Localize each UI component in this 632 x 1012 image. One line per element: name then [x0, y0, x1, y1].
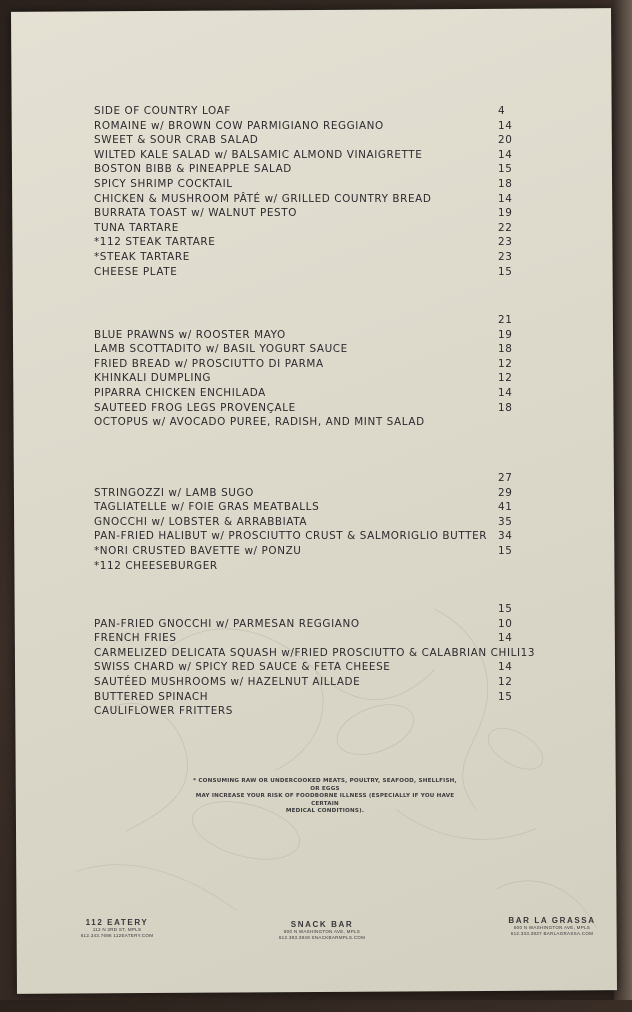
menu-item-name: PAN-FRIED GNOCCHI w/ PARMESAN REGGIANO — [94, 617, 360, 630]
menu-item — [94, 358, 524, 373]
menu-item-price: 14 — [498, 661, 513, 674]
footer-center — [262, 920, 382, 941]
menu-item-name: FRIED BREAD w/ PROSCIUTTO DI PARMA — [94, 357, 324, 370]
menu-section-2 — [94, 314, 524, 431]
menu-section-3 — [94, 472, 524, 574]
menu-item — [94, 251, 524, 266]
menu-item-name: PAN-FRIED HALIBUT w/ PROSCIUTTO CRUST & SALMORIGLIO BUTTER — [94, 530, 488, 543]
menu-item — [94, 222, 524, 237]
menu-item — [94, 329, 524, 344]
footer-right-line2: 612.333.3837 BARLAGRASSA.COM — [510, 931, 594, 936]
note-line-2: MAY INCREASE YOUR RISK OF FOODBORNE ILLNESS (ESPECIALLY IF YOU HAVE CERTAIN — [195, 793, 455, 807]
menu-item-name: LAMB SCOTTADITO w/ BASIL YOGURT SAUCE — [94, 343, 348, 356]
menu-item-name: SWEET & SOUR CRAB SALAD — [94, 134, 259, 147]
menu-item-price: 12 — [498, 675, 513, 688]
menu-item — [94, 632, 524, 647]
menu-item-price: 14 — [498, 119, 513, 132]
footer-left — [62, 918, 172, 939]
menu-item-price: 10 — [498, 617, 513, 630]
menu-item-price: 14 — [498, 386, 513, 399]
menu-item-price: 15 — [498, 544, 513, 557]
footer-right-title: BAR LA GRASSA — [508, 916, 596, 925]
menu-item-price: 4 — [498, 105, 506, 117]
menu-item-name: ROMAINE w/ BROWN COW PARMIGIANO REGGIANO — [94, 119, 384, 132]
menu-item-price: 29 — [498, 486, 513, 499]
menu-item-name: TAGLIATELLE w/ FOIE GRAS MEATBALLS — [94, 501, 320, 514]
menu-item — [94, 545, 524, 560]
menu-item — [94, 661, 524, 676]
menu-item-name: SPICY SHRIMP COCKTAIL — [94, 177, 233, 190]
menu-item-price: 21 — [498, 314, 513, 326]
menu-item-price: 14 — [498, 192, 513, 205]
menu-item — [94, 402, 524, 417]
menu-item-price: 20 — [498, 134, 513, 147]
menu-item-price: 15 — [498, 163, 513, 176]
menu-item-price: 41 — [498, 501, 513, 514]
menu-item-price: 15 — [498, 690, 513, 703]
footer-right-line1: 800 N WASHINGTON AVE, MPLS — [513, 925, 591, 930]
menu-item — [94, 416, 524, 431]
footer-left-title: 112 EATERY — [85, 918, 149, 927]
menu-item-name: BOSTON BIBB & PINEAPPLE SALAD — [94, 163, 292, 176]
menu-item — [94, 530, 524, 545]
menu-item-price: 15 — [498, 265, 513, 278]
menu-item — [94, 372, 524, 387]
menu-item — [94, 178, 524, 193]
menu-item-price: 19 — [498, 207, 513, 220]
menu-item — [94, 487, 524, 502]
menu-item — [94, 163, 524, 178]
menu-item — [94, 193, 524, 208]
menu-item — [94, 149, 524, 164]
menu-item-price: 13 — [520, 646, 536, 659]
menu-item-price: 18 — [498, 177, 513, 190]
menu-item-name: BLUE PRAWNS w/ ROOSTER MAYO — [94, 328, 286, 341]
menu-item-name: SWISS CHARD w/ SPICY RED SAUCE & FETA CHEESE — [94, 661, 391, 674]
menu-item — [94, 691, 524, 706]
menu-item-price: 18 — [498, 343, 513, 356]
menu-item-price: 23 — [498, 236, 513, 249]
menu-item-name: PIPARRA CHICKEN ENCHILADA — [94, 386, 266, 399]
menu-item — [94, 646, 536, 662]
menu-item-name: BURRATA TOAST w/ WALNUT PESTO — [94, 207, 297, 220]
menu-item-name: CARMELIZED DELICATA SQUASH w/FRIED PROSCIUTTO & CALABRIAN CHILI — [94, 646, 521, 659]
menu-item — [94, 266, 524, 281]
menu-item-price: 18 — [498, 401, 513, 414]
footer-center-title: SNACK BAR — [290, 920, 354, 929]
menu-item — [94, 501, 524, 516]
menu-item — [94, 314, 524, 329]
menu-item — [94, 343, 524, 358]
footer-left-line1: 112 N 3RD ST, MPLS — [92, 927, 142, 932]
menu-item-name: WILTED KALE SALAD w/ BALSAMIC ALMOND VINAIGRETTE — [94, 148, 423, 161]
menu-item-name: CHICKEN & MUSHROOM PÂTÉ w/ GRILLED COUNTRY BREAD — [94, 192, 432, 205]
menu-item-name: SIDE OF COUNTRY LOAF — [94, 105, 231, 117]
menu-item-price: 35 — [498, 515, 513, 528]
menu-item-name: TUNA TARTARE — [94, 221, 179, 234]
table-edge — [614, 0, 632, 1000]
menu-section-4 — [94, 603, 536, 720]
menu-item — [94, 207, 524, 222]
menu-item — [94, 676, 524, 691]
menu-item-name: KHINKALI DUMPLING — [94, 372, 212, 385]
menu-item-price: 19 — [498, 328, 513, 341]
footer-center-line2: 612.383.3848 SNACKBARMPLS.COM — [278, 935, 366, 940]
menu-item-name: SAUTEED FROG LEGS PROVENÇALE — [94, 401, 296, 414]
menu-item-price: 34 — [498, 530, 513, 543]
menu-item — [94, 603, 524, 618]
menu-item-name: CHEESE PLATE — [94, 265, 178, 278]
note-line-3: MEDICAL CONDITIONS). — [285, 808, 365, 814]
footer-center-line1: 800 N WASHINGTON AVE, MPLS — [283, 929, 361, 934]
footer-right — [492, 916, 612, 937]
menu-item-price: 12 — [498, 372, 513, 385]
menu-item-name: *STEAK TARTARE — [94, 250, 190, 263]
menu-item-price: 22 — [498, 221, 513, 234]
menu-item-price: 12 — [498, 357, 513, 370]
menu-item — [94, 236, 524, 251]
menu-item-name: *112 CHEESEBURGER — [94, 559, 218, 572]
menu-item-name: *NORI CRUSTED BAVETTE w/ PONZU — [94, 544, 302, 557]
health-advisory-note — [190, 778, 460, 816]
menu-item — [94, 120, 524, 135]
menu-item — [94, 387, 524, 402]
menu-item-name: CAULIFLOWER FRITTERS — [94, 705, 233, 718]
menu-item-price: 14 — [498, 632, 513, 645]
menu-item-name: STRINGOZZI w/ LAMB SUGO — [94, 486, 254, 499]
menu-item-name: *112 STEAK TARTARE — [94, 236, 216, 249]
menu-item-name: FRENCH FRIES — [94, 632, 177, 645]
menu-item-name: BUTTERED SPINACH — [94, 690, 209, 703]
menu-item-price: 15 — [498, 603, 513, 615]
menu-item — [94, 472, 524, 487]
menu-item-price: 23 — [498, 250, 513, 263]
menu-item — [94, 105, 524, 120]
menu-item — [94, 618, 524, 633]
menu-item-price: 14 — [498, 148, 513, 161]
menu-item-price: 27 — [498, 472, 513, 484]
menu-item — [94, 134, 524, 149]
note-line-1: * CONSUMING RAW OR UNDERCOOKED MEATS, POULTRY, SEAFOOD, SHELLFISH, OR EGGS — [193, 778, 457, 792]
menu-item — [94, 516, 524, 531]
menu-section-1 — [94, 105, 524, 280]
menu-item-name: GNOCCHI w/ LOBSTER & ARRABBIATA — [94, 515, 308, 528]
footer-left-line2: 612.343.7696 112EATERY.COM — [80, 933, 154, 938]
menu-item — [94, 705, 524, 720]
menu-item — [94, 560, 524, 575]
menu-item-name: OCTOPUS w/ AVOCADO PUREE, RADISH, AND MINT SALAD — [94, 416, 425, 429]
menu-item-name: SAUTÉED MUSHROOMS w/ HAZELNUT AILLADE — [94, 675, 361, 688]
